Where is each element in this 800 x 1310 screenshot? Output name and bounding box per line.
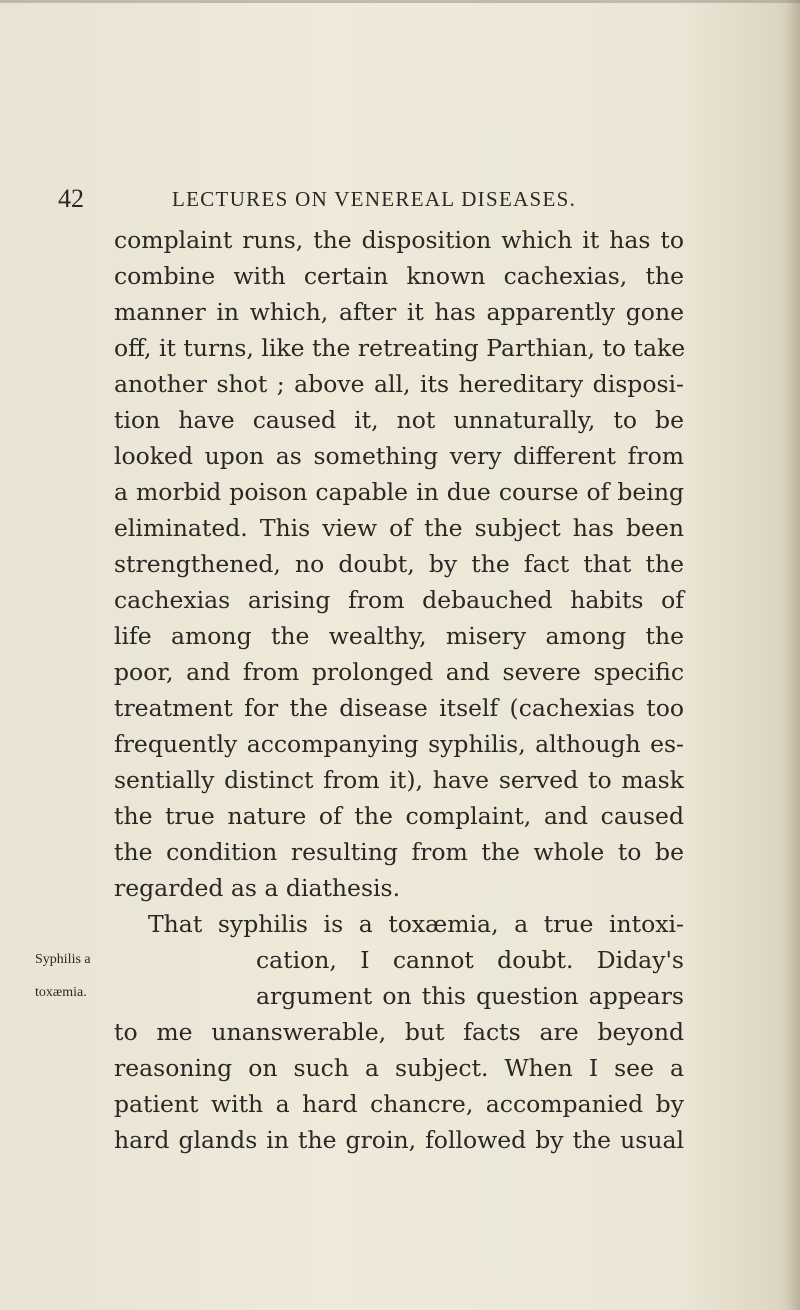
page-number: 42 xyxy=(58,184,84,213)
text-line: frequently accompanying syphilis, although es- xyxy=(114,730,684,758)
text-line: the true nature of the complaint, and caused xyxy=(114,802,684,830)
text-line: the condition resulting from the whole to be xyxy=(114,838,684,866)
margin-note-line: toxæmia. xyxy=(35,985,87,1000)
text-line: life among the wealthy, misery among the xyxy=(114,622,684,650)
text-line: combine with certain known cachexias, the xyxy=(114,262,684,290)
text-line: patient with a hard chancre, accompanied by xyxy=(114,1090,684,1118)
text-line: cation, I cannot doubt. Diday's xyxy=(256,946,684,974)
top-border xyxy=(0,0,800,3)
text-line: a morbid poison capable in due course of being xyxy=(114,478,684,506)
text-line: to me unanswerable, but facts are beyond xyxy=(114,1018,684,1046)
text-line: tion have caused it, not unnaturally, to be xyxy=(114,406,684,434)
text-line: off, it turns, like the retreating Parthian, to take xyxy=(114,334,686,362)
running-head: LECTURES ON VENEREAL DISEASES. xyxy=(172,187,577,211)
text-line: looked upon as something very different from xyxy=(114,442,684,470)
text-line: That syphilis is a toxæmia, a true intoxi- xyxy=(148,910,684,938)
text-line: sentially distinct from it), have served to mask xyxy=(114,766,684,794)
text-line: hard glands in the groin, followed by the usual xyxy=(114,1126,684,1154)
text-line: regarded as a diathesis. xyxy=(114,874,401,902)
text-line: poor, and from prolonged and severe specific xyxy=(114,658,684,686)
text-line: complaint runs, the disposition which it has to xyxy=(114,226,684,254)
text-line: eliminated. This view of the subject has been xyxy=(114,514,684,542)
text-line: argument on this question appears xyxy=(256,982,684,1010)
text-line: reasoning on such a subject. When I see a xyxy=(114,1054,684,1082)
text-line: treatment for the disease itself (cachexias too xyxy=(114,694,684,722)
text-line: another shot ; above all, its hereditary disposi- xyxy=(114,370,684,398)
text-line: strengthened, no doubt, by the fact that the xyxy=(114,550,684,578)
page-edge-shadow xyxy=(786,0,800,1310)
text-line: cachexias arising from debauched habits of xyxy=(114,586,684,614)
page-header xyxy=(58,182,758,216)
margin-note-line: Syphilis a xyxy=(35,952,91,967)
text-line: manner in which, after it has apparently gone xyxy=(114,298,684,326)
